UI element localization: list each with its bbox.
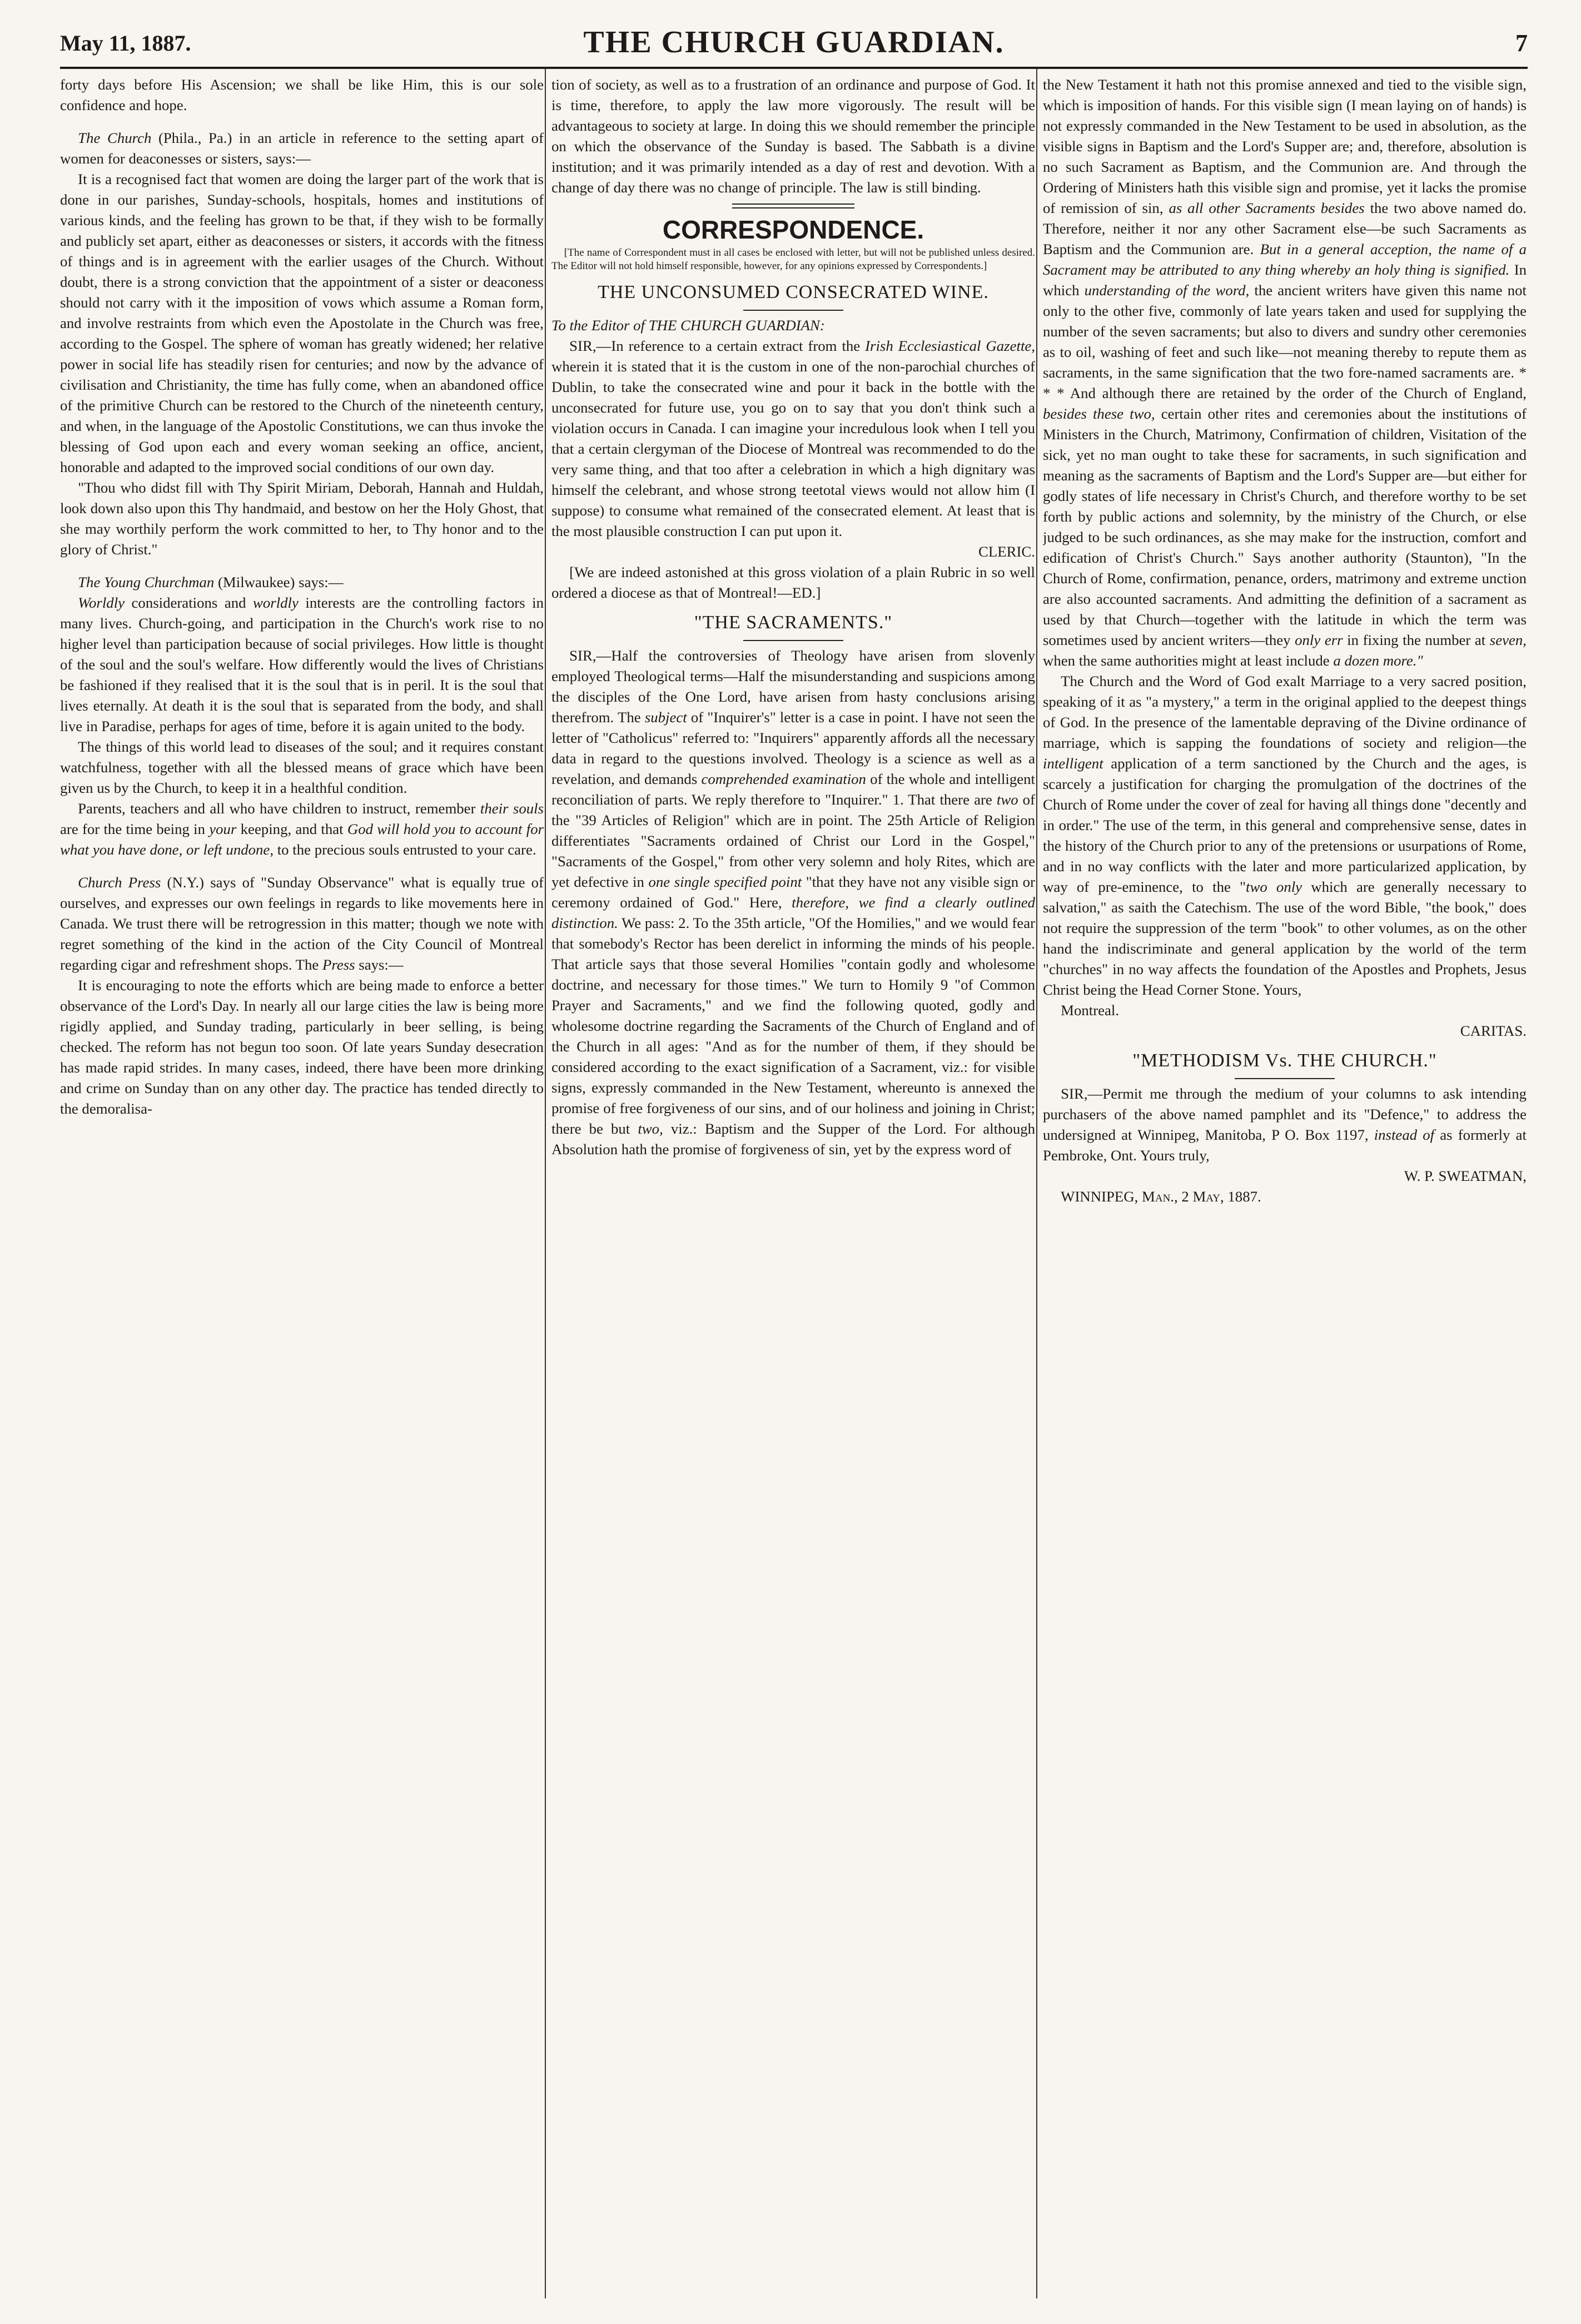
salutation-text: To the Editor of THE CHURCH GUARDIAN: <box>551 317 825 334</box>
excerpt-intro-young-churchman <box>60 572 544 593</box>
intro-text: (Milwaukee) says:— <box>218 574 344 590</box>
letter-signature: CLERIC. <box>978 543 1035 560</box>
text: of the "39 Articles of Religion" which are in point. The 25th Article of Religion differentiates "Sacraments ordained of Christ our Lord in the Gospel," "Sacraments of the Gospel," from other very solemn and holy Rites, which are yet defective in <box>551 791 1035 890</box>
emphasis: only err <box>1295 632 1343 648</box>
text: SIR,—Permit me through the medium of your columns to ask intending purchasers of the above named pamphlet and its "Defence," to address the undersigned at Winnipeg, Manitoba, P O. Box 1197, <box>1043 1085 1527 1143</box>
text: application of a term sanctioned by the Church and the ages, is scarcely a justification for charging the promulgation of the doctrines of the Church of Rome under the cover of zeal for having all things done "decently and in order." The use of the term, in this general and comprehensive sense, dates in the history of the Church prior to any of the pretensions or usurpations of Rome, and in no way conflicts with the later and more particularized application, by way of pre-eminence, to the " <box>1043 755 1527 895</box>
editor-note: [We are indeed astonished at this gross violation of a plain Rubric in so well ordered a diocese as that of Montreal!—ED.] <box>551 564 1035 601</box>
source-church-press: Church Press <box>78 874 161 891</box>
emphasis: their souls <box>480 800 544 817</box>
page-number: 7 <box>1515 29 1528 57</box>
emphasis: besides these two, <box>1043 405 1155 422</box>
text: certain other rites and ceremonies about the institutions of Ministers in the Church, Matrimony, Confirmation of children, Visitation of the sick, yet no man ought to take these for sacraments, in such signification and meaning as the sacraments of Baptism and the Lord's Supper are—but either for godly states of life necessary in Christ's Church, and therefore worthy to be set forth by public actions and solemnity, by the ministry of the Church, or else judged to be such ordinances, as she may make for the instruction, comfort and edification of Christ's Church." Says another authority (Staunton), "In the Church of Rome, confirmation, penance, orders, matrimony and extreme unction are also accounted sacraments. And admitting the definition of a sacrament as used by that Church—together with the latitude in which the term was sometimes used by ancient writers—they <box>1043 405 1527 648</box>
text: The Church and the Word of God exalt Marriage to a very sacred position, speaking of it as "a mystery," a term in the original applied to the deepest things of God. In the presence of the lamentable depraving of the Divine ordinance of marriage, which is sapping the foundations of society and religion—the <box>1043 673 1527 751</box>
letter-body <box>1043 671 1527 1000</box>
col3-continuation <box>1043 75 1527 671</box>
text: wherein it is stated that it is the custom in one of the non-parochial churches of Dublin, to take the consecrated wine and pour it back in the bottle with the unconsecrated for future use, you go on to say that you don't think such a violation occurs in Canada. I can imagine your incredulous look when I tell you that a certain clergyman of the Diocese of Montreal was recommended to do the very same thing, and that too after a celebration in which a high dignitary was himself the celebrant, and whose strong teetotal views would not allow him (I suppose) to consume what remained of the consecrated element. At least that is the most plausible construction I can put upon it. <box>551 358 1035 539</box>
excerpt-intro-the-church <box>60 128 544 169</box>
title-rule <box>743 640 843 641</box>
source-young-churchman: The Young Churchman <box>78 574 215 590</box>
title-rule <box>743 310 843 311</box>
column-1 <box>60 75 544 2293</box>
text: In which <box>1043 261 1527 299</box>
text: viz.: Baptism and the Supper of the Lord. For although Absolution hath the promise of forgiveness of sin, yet by the express word of <box>551 1120 1035 1158</box>
emphasis: two, <box>638 1120 663 1137</box>
source-press: Press <box>322 956 355 973</box>
text: "that they have not any visible sign or ceremony ordained of God." Here, <box>551 873 1035 911</box>
text: interests are the controlling factors in many lives. Church-going, and participation in the Church's work rise to no higher level than participation because of social privileges. How little is thought of the soul and the soul's welfare. How differently would the lives of Christians be fashioned if they realised that it is the soul that is in peril. It is the soul that lives eternally. At death it is the soul that is separated from the body, and shall live in Paradise, perhaps for ages of time, before it is again united to the body. <box>60 594 544 734</box>
excerpt-paragraph <box>60 593 544 737</box>
emphasis: intelligent <box>1043 755 1103 772</box>
emphasis: your <box>209 821 237 837</box>
excerpt-paragraph: "Thou who didst fill with Thy Spirit Miriam, Deborah, Hannah and Huldah, look down also upon this Thy handmaid, and bestow on her the Holy Ghost, that she may worthily perform the work committed to her, to Thy honor and to the glory of Christ." <box>60 479 544 558</box>
masthead <box>60 22 1528 67</box>
text: the ancient writers have given this name not only to the other five, commonly of late years taken and used for supplying the number of the seven sacraments; but also to divers and sundry other ceremonies as to oil, washing of feet and such like—not meaning thereby to repute them as sacraments, in the same signification that the two fore-named sacraments are. * * * And although there are retained by the order of the Church of England, <box>1043 282 1527 401</box>
emphasis: seven, <box>1489 632 1527 648</box>
letter-body <box>1043 1084 1527 1166</box>
excerpt-paragraph <box>60 798 544 860</box>
letter-place <box>1043 1000 1527 1021</box>
intro-text: says:— <box>359 956 404 973</box>
emphasis: one single specified point <box>648 873 802 890</box>
letter-body <box>551 336 1035 542</box>
letter-title-unconsumed-wine: THE UNCONSUMED CONSECRATED WINE. <box>598 282 989 302</box>
col2-continuation: tion of society, as well as to a frustration of an ordinance and purpose of God. It is time, therefore, to apply the law more vigorously. The result will be advantageous to society at large. In doing this we should remember the principle on which the observance of the Sunday is based. The Sabbath is a divine institution; and it was primarily intended as a day of rest and devotion. With a change of day there was no change of principle. The law is still binding. <box>551 76 1035 196</box>
emphasis: therefore, we find a clearly outlined distinction. <box>551 894 1035 931</box>
emphasis: a dozen more." <box>1333 652 1423 669</box>
text: when the same authorities might at least include <box>1043 652 1330 669</box>
text: to the precious souls entrusted to your care. <box>277 841 536 858</box>
text: the New Testament it hath not this promise annexed and tied to the visible sign, which is imposition of hands. For this visible sign (I mean laying on of hands) is not expressly commanded in the New Testament to be used in absolution, as the visible signs in Baptism and the Lord's Supper are; and, therefore, absolution is no such Sacrament as Baptism, and the Communion are. And through the Ordering of Ministers hath this visible sign and promise, yet it lacks the promise of remission of sin, <box>1043 76 1527 216</box>
column-2 <box>551 75 1035 2293</box>
text: SIR,—In reference to a certain extract from the <box>569 337 861 354</box>
emphasis: two only <box>1246 878 1302 895</box>
intro-text: (N.Y.) says of "Sunday Observance" what is equally true of ourselves, and expresses our own feelings in regards to like movements here in Canada. We trust there will be retrogression in this matter; though we note with regret something of the kind in the action of the City Council of Montreal regarding cigar and refreshment shops. The <box>60 874 544 973</box>
text: as formerly at Pembroke, Ont. Yours truly, <box>1043 1126 1527 1164</box>
emphasis: comprehended examination <box>701 771 866 787</box>
text: SIR,—Half the controversies of Theology have arisen from slovenly employed Theological terms—Half the misunderstanding and suspicions among the disciples of the One Lord, have arisen from hasty conclusions arising therefrom. The <box>551 647 1035 726</box>
text: in fixing the number at <box>1347 632 1486 648</box>
emphasis: instead of <box>1374 1126 1435 1143</box>
correspondence-heading: CORRESPONDENCE. <box>662 215 924 244</box>
text: are for the time being in <box>60 821 205 837</box>
emphasis: subject <box>644 709 687 726</box>
intro-text: (Phila., Pa.) in an article in reference to the setting apart of women for deaconesses or sisters, says:— <box>60 130 544 167</box>
emphasis: Irish Ecclesiastical Gazette, <box>865 337 1035 354</box>
source-the-church: The Church <box>78 130 152 146</box>
excerpt-paragraph: It is encouraging to note the efforts which are being made to enforce a better observance of the Lord's Day. In nearly all our large cities the law is being more rigidly applied, and Sunday trading, particularly in beer selling, is being checked. The reform has not begun too soon. Of late years Sunday desecration has made rapid strides. In many cases, indeed, there have been more drinking and crime on Sunday than on any other day. The practice has tended directly to the demoralisa- <box>60 977 544 1117</box>
emphasis: God will hold you to account for what you have done, or left undone, <box>60 821 544 858</box>
letter-signature: W. P. SWEATMAN, <box>1404 1168 1527 1184</box>
text: We pass: 2. To the 35th article, "Of the Homilies," and we would fear that somebody's Rector has been derelict in informing the minds of his people. That article says that those several Homilies "contain godly and wholesome doctrine, and necessary for those times." We turn to Homily 9 "of Common Prayer and Sacraments," and we find the following quoted, godly and wholesome doctrine regarding the Sacraments of the Church of England and of the Church in all ages: "And as for the number of them, if they should be considered according to the exact signification of a Sacrament, viz.: for visible signs, expressly commanded in the New Testament, whereunto is annexed the promise of free forgiveness of our sins, and of our holiness and joining in Christ; there be but <box>551 915 1035 1137</box>
column-divider-1 <box>545 69 546 2298</box>
text: of the whole and intelligent reconciliation of parts. We reply therefore to "Inquirer." 1. That there are <box>551 771 1035 808</box>
letter-body <box>551 645 1035 1160</box>
emphasis: two <box>996 791 1018 808</box>
excerpt-intro-church-press <box>60 872 544 975</box>
text: Parents, teachers and all who have children to instruct, remember <box>78 800 476 817</box>
letter-signature: CARITAS. <box>1460 1022 1527 1039</box>
title-rule <box>1235 1078 1335 1079</box>
issue-date: May 11, 1887. <box>60 31 191 56</box>
place-text: Montreal. <box>1061 1002 1120 1019</box>
text: of "Inquirer's" letter is a case in point. I have not seen the letter of "Catholicus" referred to: "Inquirers" apparently affords all the necessary data in regard to the questions involved. Theology is a science as well as a revelation, and demands <box>551 709 1035 787</box>
letter-place-date: WINNIPEG, Man., 2 May, 1887. <box>1061 1188 1261 1205</box>
column-3 <box>1043 75 1527 2293</box>
col1-continuation: forty days before His Ascension; we shall be like Him, this is our sole confidence and hope. <box>60 76 544 113</box>
excerpt-paragraph: The things of this world lead to diseases of the soul; and it requires constant watchfulness, together with all the blessed means of grace which have been given us by the Church, to keep it in a healthful condition. <box>60 738 544 796</box>
section-rule <box>732 203 854 208</box>
emphasis: as all other Sacraments besides <box>1169 200 1365 216</box>
emphasis: But in a general acception, the name of a Sacrament may be attributed to any thing whereby an holy thing is signified. <box>1043 241 1527 278</box>
text: considerations and <box>131 594 246 611</box>
emphasis: Worldly <box>78 594 125 611</box>
masthead-rule <box>60 67 1528 69</box>
letter-title-sacraments: "THE SACRAMENTS." <box>694 612 893 633</box>
emphasis: worldly <box>253 594 299 611</box>
newspaper-title: THE CHURCH GUARDIAN. <box>583 25 1005 59</box>
column-divider-2 <box>1036 69 1037 2298</box>
letter-title-methodism: "METHODISM Vs. THE CHURCH." <box>1132 1050 1437 1071</box>
emphasis: understanding of the word, <box>1084 282 1250 299</box>
text: keeping, and that <box>240 821 344 837</box>
correspondence-note: [The name of Correspondent must in all cases be enclosed with letter, but will not be published unless desired. The Editor will not hold himself responsible, however, for any opinions expressed by Correspondents.] <box>551 247 1035 272</box>
excerpt-paragraph: It is a recognised fact that women are doing the larger part of the work that is done in our parishes, Sunday-schools, hospitals, homes and institutions of various kinds, and the feeling has grown to be that, if they wish to be formally and publicly set apart, either as deaconesses or sisters, it accords with the fitness of things and is in agreement with the earlier usages of the Church. Without doubt, there is a strong conviction that the appointment of a sister or deaconess should not carry with it the imposition of vows which assume a Roman form, and involve restraints from which even the Apostolate in the Church was free, according to the Gospel. The sphere of woman has greatly widened; her relative power in social life has steadily risen for centuries; and now by the advance of civilisation and Christianity, the time has fully come, when an abandoned office of the primitive Church can be restored to the Church of the nineteenth century, and when, in the language of the Apostolic Constitutions, we can thus invoke the blessing of God upon each and every woman seeking an office, ancient, honorable and adapted to the improved social conditions of our own day. <box>60 171 544 475</box>
text: the two above named do. Therefore, neither it nor any other Sacrament else—be such Sacraments as Baptism and the Communion are. <box>1043 200 1527 257</box>
text: which are generally necessary to salvation," as saith the Catechism. The use of the word Bible, "the book," does not require the suppression of the term "book" to other volumes, as on the other hand the indiscriminate and general application by the world of the term "churches" in no way affects the foundation of the Apostles and Prophets, Jesus Christ being the Head Corner Stone. Yours, <box>1043 878 1527 998</box>
letter-salutation <box>551 315 1035 336</box>
